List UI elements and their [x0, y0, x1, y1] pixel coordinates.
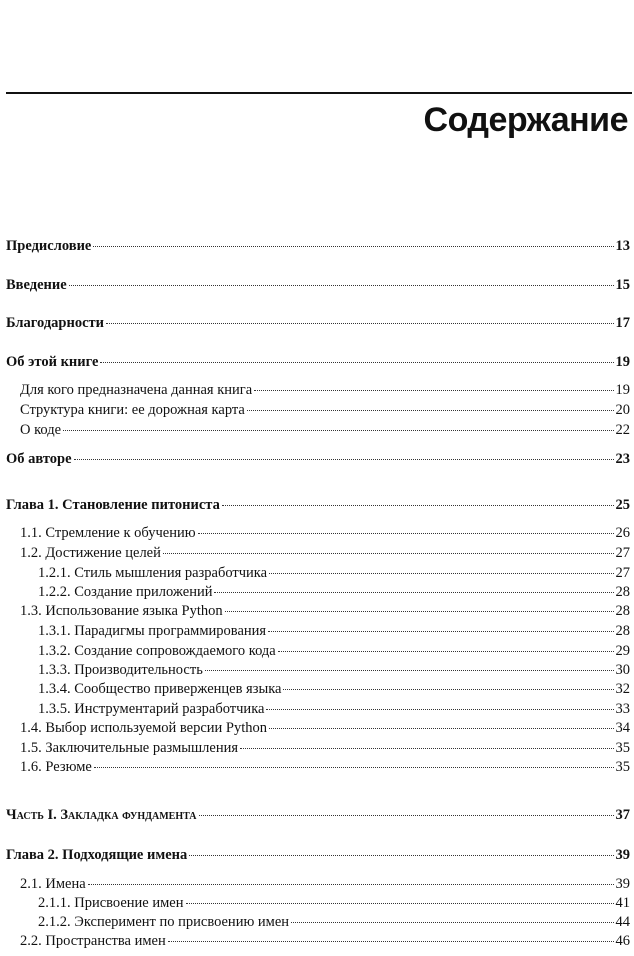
toc-entry-label: 1.3. Использование языка Python	[20, 603, 223, 619]
toc-entry-label: 1.4. Выбор используемой версии Python	[20, 720, 268, 736]
toc-entry-label: 1.6. Резюме	[20, 759, 92, 775]
dot-leader	[63, 430, 613, 431]
toc-page-number: 29	[615, 643, 630, 659]
dot-leader	[189, 855, 613, 856]
toc-page-number: 22	[615, 422, 630, 438]
toc-entry-about-author[interactable]	[6, 450, 630, 468]
dot-leader	[93, 246, 613, 247]
dot-leader	[240, 748, 613, 749]
toc-entry-label: Об этой книге	[6, 354, 99, 370]
toc-page-number: 27	[615, 565, 630, 581]
dot-leader	[283, 689, 613, 690]
dot-leader	[266, 709, 613, 710]
dot-leader	[254, 390, 613, 391]
toc-entry-2-1-2[interactable]	[38, 913, 630, 931]
toc-entry-roadmap[interactable]	[20, 401, 630, 419]
dot-leader	[198, 533, 614, 534]
toc-entry-about-code[interactable]	[20, 421, 630, 439]
dot-leader	[106, 323, 613, 324]
toc-entry-label: 1.2. Достижение целей	[20, 545, 161, 561]
toc-page-number: 23	[615, 451, 630, 467]
toc-entry-label: 1.2.2. Создание приложений	[38, 584, 213, 600]
toc-entry-label: 1.5. Заключительные размышления	[20, 740, 239, 756]
toc-page-number: 19	[615, 354, 630, 370]
toc-entry-1-3-2[interactable]	[38, 642, 630, 660]
toc-entry-label: Глава 1. Становление питониста	[6, 497, 220, 513]
dot-leader	[269, 573, 613, 574]
page-title: Содержание	[423, 101, 628, 139]
dot-leader	[278, 651, 614, 652]
toc-page-number: 39	[615, 876, 630, 892]
toc-entry-1-2[interactable]	[20, 544, 630, 562]
toc-entry-2-1[interactable]	[20, 875, 630, 893]
toc-entry-label: Введение	[6, 277, 67, 293]
toc-entry-chapter-2[interactable]	[6, 846, 630, 864]
toc-entry-1-3-4[interactable]	[38, 680, 630, 698]
toc-entry-label: О коде	[20, 422, 62, 438]
toc-entry-label: 1.3.4. Сообщество приверженцев языка	[38, 681, 282, 697]
toc-page-number: 27	[615, 545, 630, 561]
toc-entry-audience[interactable]	[20, 381, 630, 399]
toc-page-number: 15	[615, 277, 630, 293]
dot-leader	[291, 922, 613, 923]
toc-page-number: 25	[615, 497, 630, 513]
toc-entry-label: Глава 2. Подходящие имена	[6, 847, 188, 863]
toc-entry-1-2-1[interactable]	[38, 564, 630, 582]
dot-leader	[88, 884, 614, 885]
toc-page-number: 13	[615, 238, 630, 254]
dot-leader	[69, 285, 614, 286]
toc-entry-label: 1.2.1. Стиль мышления разработчика	[38, 565, 268, 581]
toc-page-number: 35	[615, 759, 630, 775]
toc-page-number: 17	[615, 315, 630, 331]
toc-page-number: 19	[615, 382, 630, 398]
toc-entry-1-4[interactable]	[20, 719, 630, 737]
toc-entry-label: 2.1. Имена	[20, 876, 86, 892]
toc-entry-1-6[interactable]	[20, 758, 630, 776]
toc-entry-label: 1.3.3. Производительность	[38, 662, 203, 678]
toc-page-number: 34	[615, 720, 630, 736]
dot-leader	[163, 553, 614, 554]
toc-entry-1-3-3[interactable]	[38, 661, 630, 679]
toc-entry-label: Предисловие	[6, 238, 92, 254]
toc-entry-label: 2.2. Пространства имен	[20, 933, 166, 949]
toc-entry-label: 2.1.1. Присвоение имен	[38, 895, 184, 911]
toc-page-number: 41	[615, 895, 630, 911]
toc-entry-label: 1.1. Стремление к обучению	[20, 525, 196, 541]
toc-entry-label: 1.3.2. Создание сопровождаемого кода	[38, 643, 276, 659]
toc-entry-part-1[interactable]	[6, 806, 630, 824]
dot-leader	[268, 631, 613, 632]
toc-page-number: 28	[615, 603, 630, 619]
toc-page-number: 46	[615, 933, 630, 949]
dot-leader	[74, 459, 614, 460]
toc-entry-1-3-1[interactable]	[38, 622, 630, 640]
toc-page-number: 32	[615, 681, 630, 697]
dot-leader	[94, 767, 614, 768]
toc-entry-1-3-5[interactable]	[38, 700, 630, 718]
dot-leader	[168, 941, 614, 942]
toc-entry-1-1[interactable]	[20, 524, 630, 542]
toc-entry-label: Об авторе	[6, 451, 72, 467]
toc-page-number: 35	[615, 740, 630, 756]
toc-entry-label: Благодарности	[6, 315, 105, 331]
dot-leader	[186, 903, 614, 904]
dot-leader	[205, 670, 614, 671]
toc-entry-label: Структура книги: ее дорожная карта	[20, 402, 245, 418]
dot-leader	[199, 815, 614, 816]
toc-page-number: 28	[615, 623, 630, 639]
toc-entry-2-1-1[interactable]	[38, 894, 630, 912]
toc-page-number: 26	[615, 525, 630, 541]
toc-entry-preface[interactable]	[6, 237, 630, 255]
toc-page-number: 44	[615, 914, 630, 930]
dot-leader	[222, 505, 614, 506]
toc-entry-about-book[interactable]	[6, 353, 630, 371]
toc-entry-label: 1.3.1. Парадигмы программирования	[38, 623, 267, 639]
dot-leader	[247, 410, 614, 411]
toc-page-number: 37	[615, 807, 630, 823]
toc-entry-label: Для кого предназначена данная книга	[20, 382, 253, 398]
dot-leader	[225, 611, 614, 612]
toc-page-number: 30	[615, 662, 630, 678]
dot-leader	[269, 728, 613, 729]
toc-entry-1-5[interactable]	[20, 739, 630, 757]
toc-page-number: 39	[615, 847, 630, 863]
toc-entry-label: 1.3.5. Инструментарий разработчика	[38, 701, 265, 717]
toc-page-number: 20	[615, 402, 630, 418]
toc-entry-2-2[interactable]	[20, 932, 630, 950]
toc-entry-label: Часть I. Закладка фундамента	[6, 807, 197, 823]
toc-entry-chapter-1[interactable]	[6, 496, 630, 514]
toc-entry-1-2-2[interactable]	[38, 583, 630, 601]
toc-entry-acknowledgements[interactable]	[6, 314, 630, 332]
toc-entry-introduction[interactable]	[6, 276, 630, 294]
toc-entry-1-3[interactable]	[20, 602, 630, 620]
toc-page-number: 28	[615, 584, 630, 600]
toc-entry-label: 2.1.2. Эксперимент по присвоению имен	[38, 914, 290, 930]
dot-leader	[100, 362, 613, 363]
toc-page-number: 33	[615, 701, 630, 717]
dot-leader	[214, 592, 613, 593]
